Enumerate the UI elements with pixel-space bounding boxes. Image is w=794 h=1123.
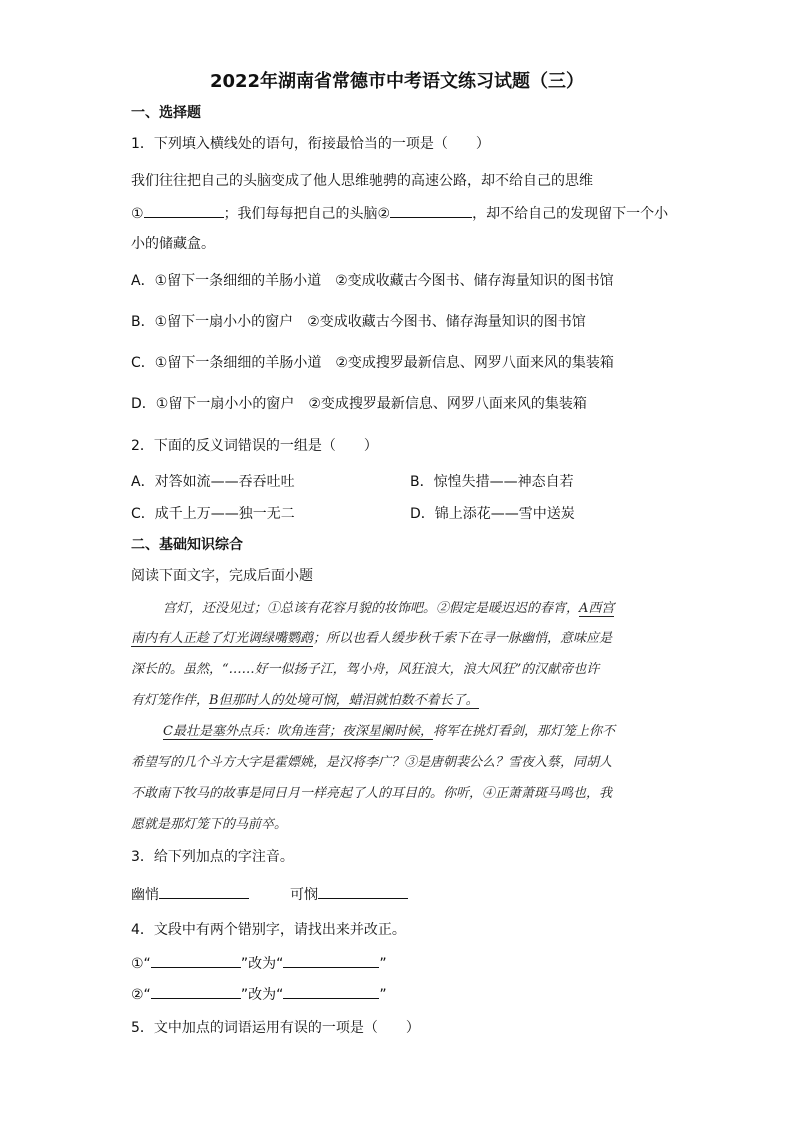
question-1-option-d: D．①留下一扇小小的窗户 ②变成搜罗最新信息、网罗八面来风的集装箱 [131, 396, 587, 412]
question-1-option-c: C．①留下一条细细的羊肠小道 ②变成搜罗最新信息、网罗八面来风的集装箱 [131, 355, 614, 371]
passage-text: 有灯笼作伴， [131, 693, 210, 708]
underlined-sentence-c: C最壮是塞外点兵：吹角连营；夜深星阑时候， [163, 724, 433, 739]
question-3-word-2 [290, 884, 408, 905]
section-heading-choice: 一、选择题 [131, 105, 201, 121]
wrong-char-blank [151, 953, 241, 968]
passage-p1-line-3: 深长的。虽然，“……好一似扬子江，驾小舟，风狂浪大，浪大风狂”的汉献帝也许 [131, 662, 600, 677]
blank-label-1: ① [131, 206, 144, 222]
reading-instruction: 阅读下面文字，完成后面小题 [131, 568, 313, 584]
page-title: 2022年湖南省常德市中考语文练习试题（三） [209, 71, 585, 92]
question-2-option-d: D．锦上添花——雪中送炭 [410, 506, 575, 522]
blank-2 [390, 203, 472, 218]
question-1-line-2-middle: ；我们每每把自己的头脑② [223, 206, 391, 222]
question-4-row-2 [131, 984, 387, 1005]
correct-char-blank [283, 984, 379, 999]
question-1-option-b: B．①留下一扇小小的窗户 ②变成收藏古今图书、储存海量知识的图书馆 [131, 314, 586, 330]
underlined-sentence-a: A西宫 [579, 601, 615, 616]
wrong-char-blank [151, 984, 241, 999]
row-label: ②“ [131, 987, 151, 1003]
answer-blank [159, 884, 249, 899]
question-1-line-1: 我们往往把自己的头脑变成了他人思维驰骋的高速公路，却不给自己的思维 [131, 173, 593, 189]
question-2-option-a: A．对答如流——吞吞吐吐 [131, 474, 295, 490]
passage-p1-line-4 [131, 691, 479, 711]
closing-quote: ” [379, 987, 387, 1003]
word-label: 幽悄 [131, 887, 159, 903]
question-2-stem: 2．下面的反义词错误的一组是（ ） [131, 438, 378, 454]
blank-1 [144, 203, 224, 218]
question-2-option-c: C．成千上万——独一无二 [131, 506, 295, 522]
question-3-word-1 [131, 884, 249, 905]
underlined-sentence-b: B但那时人的处境可悯，蜡泪就怕数不着长了。 [209, 693, 479, 708]
question-1-option-a: A．①留下一条细细的羊肠小道 ②变成收藏古今图书、储存海量知识的图书馆 [131, 273, 614, 289]
correct-char-blank [283, 953, 379, 968]
passage-text: 将军在挑灯看剑，那灯笼上你不 [432, 724, 615, 739]
passage-p2-line-1 [163, 722, 615, 742]
question-3-stem: 3．给下列加点的字注音。 [131, 849, 294, 865]
question-1-line-3: 小的储藏盒。 [131, 236, 215, 252]
passage-text: ；所以也看人缓步秋千索下在寻一脉幽悄，意味应是 [313, 631, 613, 646]
underlined-sentence-a-cont: 南内有人正趁了灯光调绿嘴鹦鹉 [131, 631, 314, 646]
row-label: ①“ [131, 956, 151, 972]
passage-p1-line-1 [163, 599, 614, 619]
question-1-line-2 [131, 203, 668, 224]
question-1-line-2-end: ，却不给自己的发现留下一个小 [472, 206, 669, 222]
passage-p1-line-2 [131, 629, 612, 649]
passage-text: 宫灯，还没见过；①总该有花容月貌的妆饰吧。②假定是暖迟迟的春宵， [163, 601, 580, 616]
passage-p2-line-3: 不敢南下牧马的故事是同日月一样亮起了人的耳目的。你听，④正萧萧斑马鸣也，我 [131, 786, 613, 801]
question-2-option-b: B．惊惶失措——神态自若 [410, 474, 574, 490]
passage-p2-line-4: 愿就是那灯笼下的马前卒。 [131, 817, 288, 832]
word-label: 可悯 [290, 887, 318, 903]
question-4-row-1 [131, 953, 387, 974]
question-1-stem: 1．下列填入横线处的语句，衔接最恰当的一项是（ ） [131, 136, 490, 152]
change-to-text: ”改为“ [240, 987, 284, 1003]
answer-blank [318, 884, 408, 899]
question-5-stem: 5．文中加点的词语运用有误的一项是（ ） [131, 1020, 420, 1036]
change-to-text: ”改为“ [240, 956, 284, 972]
section-heading-basic: 二、基础知识综合 [131, 537, 243, 553]
question-4-stem: 4．文段中有两个错别字，请找出来并改正。 [131, 922, 406, 938]
closing-quote: ” [379, 956, 387, 972]
passage-p2-line-2: 希望写的几个斗方大字是霍嫖姚，是汉将李广？③是唐朝裴公么？雪夜入蔡，同胡人 [131, 755, 613, 770]
